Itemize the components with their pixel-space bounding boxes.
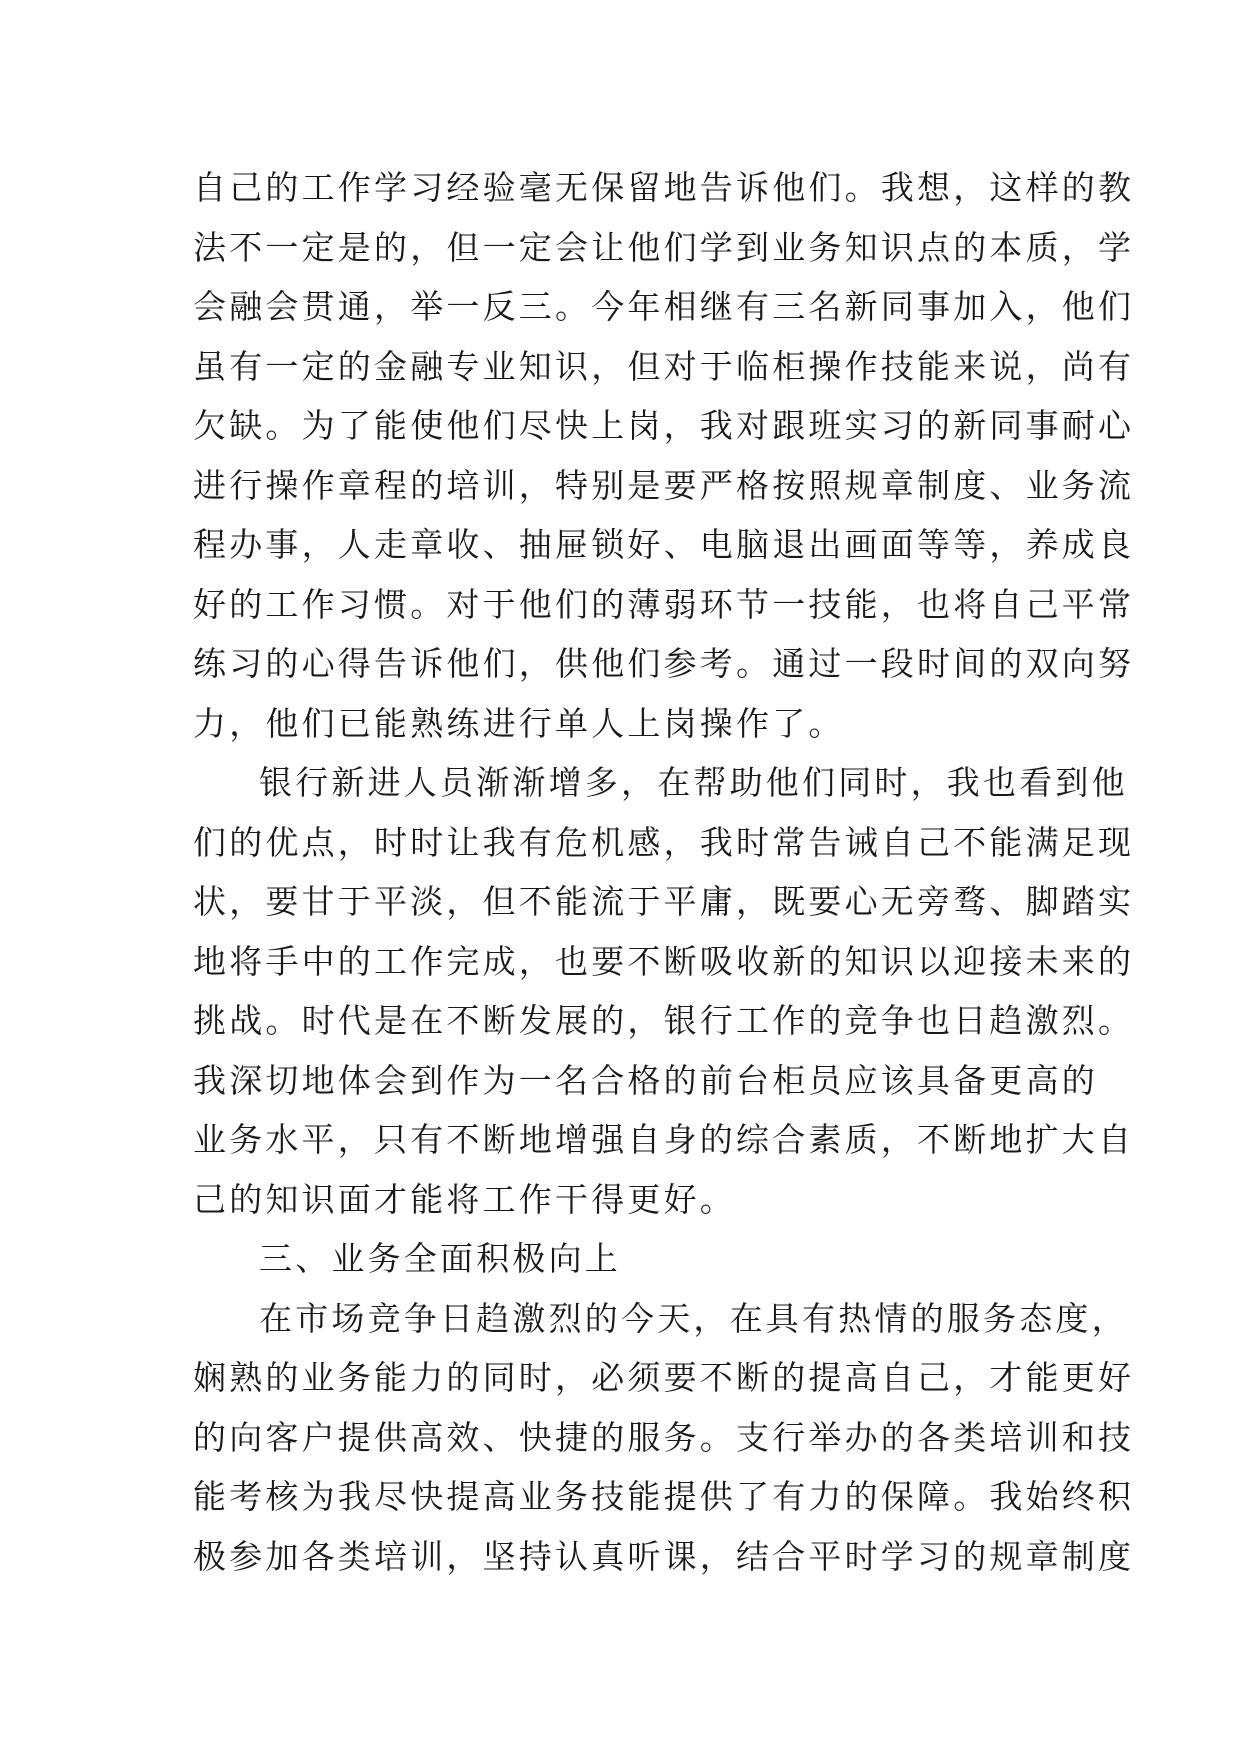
text-line: 力，他们已能熟练进行单人上岗操作了。 [193, 703, 845, 743]
text-line: 的向客户提供高效、快捷的服务。支行举办的各类培训和技 [193, 1417, 1135, 1457]
text-line: 己的知识面才能将工作干得更好。 [193, 1179, 736, 1219]
text-line: 娴熟的业务能力的同时，必须要不断的提高自己，才能更好 [193, 1358, 1135, 1397]
text-line: 我深切地体会到作为一名合格的前台柜员应该具备更高的 [193, 1060, 1098, 1100]
text-line: 程办事，人走章收、抽屉锁好、电脑退出画面等等，养成良 [193, 525, 1135, 564]
text-line: 能考核为我尽快提高业务技能提供了有力的保障。我始终积 [193, 1477, 1135, 1516]
text-line: 地将手中的工作完成，也要不断吸收新的知识以迎接未来的 [193, 941, 1135, 981]
text-line: 法不一定是的，但一定会让他们学到业务知识点的本质，学 [193, 227, 1135, 267]
text-line: 状，要甘于平淡，但不能流于平庸，既要心无旁骛、脚踏实 [193, 882, 1135, 921]
text-line: 欠缺。为了能使他们尽快上岗，我对跟班实习的新同事耐心 [193, 406, 1135, 445]
text-line: 自己的工作学习经验毫无保留地告诉他们。我想，这样的教 [193, 168, 1135, 207]
text-line: 挑战。时代是在不断发展的，银行工作的竞争也日趋激烈。 [193, 1001, 1135, 1040]
section-heading: 三、业务全面积极向上 [259, 1239, 621, 1278]
text-line: 练习的心得告诉他们，供他们参考。通过一段时间的双向努 [193, 644, 1135, 683]
body-text [193, 158, 1135, 1586]
text-line: 进行操作章程的培训，特别是要严格按照规章制度、业务流 [193, 465, 1135, 505]
text-line: 会融会贯通，举一反三。今年相继有三名新同事加入，他们 [193, 287, 1135, 326]
text-line: 们的优点，时时让我有危机感，我时常告诫自己不能满足现 [193, 822, 1135, 862]
text-line: 极参加各类培训，坚持认真听课，结合平时学习的规章制度 [193, 1536, 1135, 1576]
text-line: 业务水平，只有不断地增强自身的综合素质，不断地扩大自 [193, 1120, 1135, 1159]
paragraph-start-line: 在市场竞争日趋激烈的今天，在具有热情的服务态度， [259, 1298, 1128, 1338]
paragraph-start-line: 银行新进人员渐渐增多，在帮助他们同时，我也看到他 [259, 763, 1128, 802]
text-line: 虽有一定的金融专业知识，但对于临柜操作技能来说，尚有 [193, 346, 1135, 386]
text-line: 好的工作习惯。对于他们的薄弱环节一技能，也将自己平常 [193, 584, 1135, 624]
